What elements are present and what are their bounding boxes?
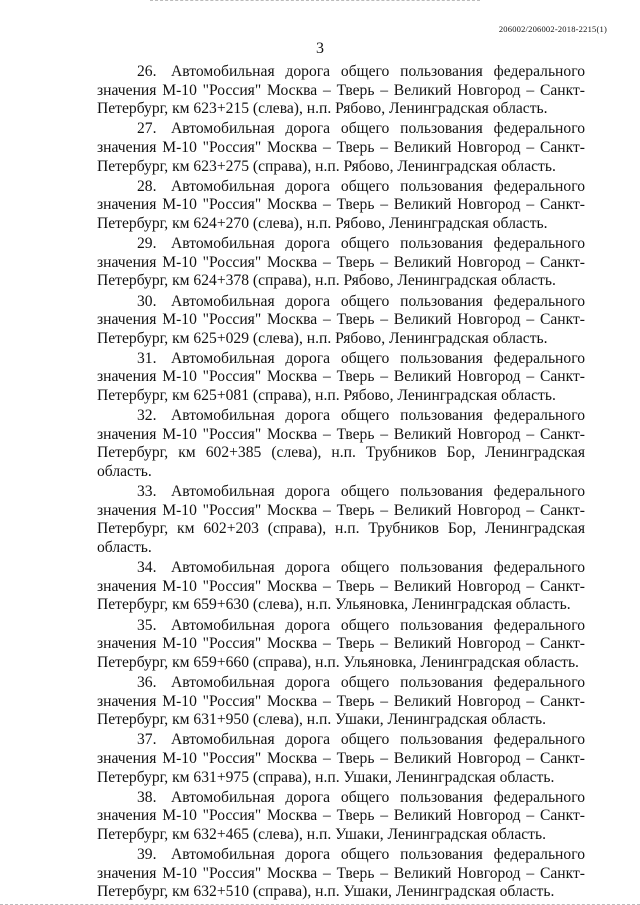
item-number: 32. [137, 407, 157, 425]
list-item [97, 293, 585, 349]
page-number: 3 [316, 40, 324, 57]
item-number: 30. [137, 292, 157, 310]
list-item [97, 789, 585, 845]
item-text: Автомобильная дорога общего пользования федерального значения М-10 "Россия" Москва – Тверь – Великий Новгород – Санкт-Петербург, км 624+378 (справа), н.п. Рябово, Ленинградская область. [97, 235, 585, 290]
item-text: Автомобильная дорога общего пользования федерального значения М-10 "Россия" Москва – Тверь – Великий Новгород – Санкт-Петербург, км 602+203 (справа), н.п. Трубников Бор, Ленинградская область. [97, 483, 585, 556]
item-text: Автомобильная дорога общего пользования федерального значения М-10 "Россия" Москва – Тверь – Великий Новгород – Санкт-Петербург, км 631+950 (слева), н.п. Ушаки, Ленинградская область. [97, 673, 585, 729]
item-text: Автомобильная дорога общего пользования федерального значения М-10 "Россия" Москва – Тверь – Великий Новгород – Санкт-Петербург, км 631+975 (справа), н.п. Ушаки, Ленинградская область. [97, 731, 585, 786]
list-item [97, 120, 585, 176]
list-item [97, 178, 585, 234]
item-number: 28. [137, 177, 157, 195]
item-number: 37. [137, 731, 157, 749]
item-number: 33. [137, 483, 157, 501]
item-number: 34. [137, 559, 157, 577]
item-number: 39. [137, 846, 157, 864]
list-item [97, 407, 585, 481]
item-text: Автомобильная дорога общего пользования федерального значения М-10 "Россия" Москва – Тверь – Великий Новгород – Санкт-Петербург, км 625+081 (справа), н.п. Рябово, Ленинградская область. [97, 349, 585, 405]
list-item [97, 559, 585, 615]
item-number: 36. [137, 673, 157, 691]
item-number: 26. [137, 63, 157, 80]
list-item [97, 674, 585, 730]
list-item [97, 63, 585, 119]
item-text: Автомобильная дорога общего пользования федерального значения М-10 "Россия" Москва – Тверь – Великий Новгород – Санкт-Петербург, км 623+275 (справа), н.п. Рябово, Ленинградская область. [97, 120, 585, 175]
list-item [97, 731, 585, 787]
item-text: Автомобильная дорога общего пользования федерального значения М-10 "Россия" Москва – Тверь – Великий Новгород – Санкт-Петербург, км 659+630 (слева), н.п. Ульяновка, Ленинградская область. [97, 559, 585, 614]
item-text: Автомобильная дорога общего пользования федерального значения М-10 "Россия" Москва – Тверь – Великий Новгород – Санкт-Петербург, км 659+660 (справа), н.п. Ульяновка, Ленинградская область. [97, 616, 585, 671]
item-number: 29. [137, 235, 157, 253]
road-list [97, 63, 585, 903]
list-item [97, 350, 585, 406]
item-text: Автомобильная дорога общего пользования федерального значения М-10 "Россия" Москва – Тверь – Великий Новгород – Санкт-Петербург, км 623+215 (слева), н.п. Рябово, Ленинградская область. [97, 63, 585, 118]
list-item [97, 846, 585, 902]
list-item [97, 483, 585, 557]
item-text: Автомобильная дорога общего пользования федерального значения М-10 "Россия" Москва – Тверь – Великий Новгород – Санкт-Петербург, км 632+510 (справа), н.п. Ушаки, Ленинградская область. [97, 846, 585, 901]
item-number: 38. [137, 788, 157, 806]
item-text: Автомобильная дорога общего пользования федерального значения М-10 "Россия" Москва – Тверь – Великий Новгород – Санкт-Петербург, км 624+270 (слева), н.п. Рябово, Ленинградская область. [97, 177, 585, 232]
scan-bottom-edge [0, 901, 640, 905]
item-text: Автомобильная дорога общего пользования федерального значения М-10 "Россия" Москва – Тверь – Великий Новгород – Санкт-Петербург, км 625+029 (слева), н.п. Рябово, Ленинградская область. [97, 292, 585, 347]
item-number: 31. [137, 349, 157, 367]
scan-top-edge [150, 0, 480, 3]
item-number: 35. [137, 616, 157, 634]
item-text: Автомобильная дорога общего пользования федерального значения М-10 "Россия" Москва – Тверь – Великий Новгород – Санкт-Петербург, км 602+385 (слева), н.п. Трубников Бор, Ленинградская область. [97, 407, 585, 481]
item-text: Автомобильная дорога общего пользования федерального значения М-10 "Россия" Москва – Тверь – Великий Новгород – Санкт-Петербург, км 632+465 (слева), н.п. Ушаки, Ленинградская область. [97, 788, 585, 843]
list-item [97, 617, 585, 673]
list-item [97, 235, 585, 291]
document-id: 206002/206002-2018-2215(1) [498, 24, 607, 34]
item-number: 27. [137, 120, 157, 138]
